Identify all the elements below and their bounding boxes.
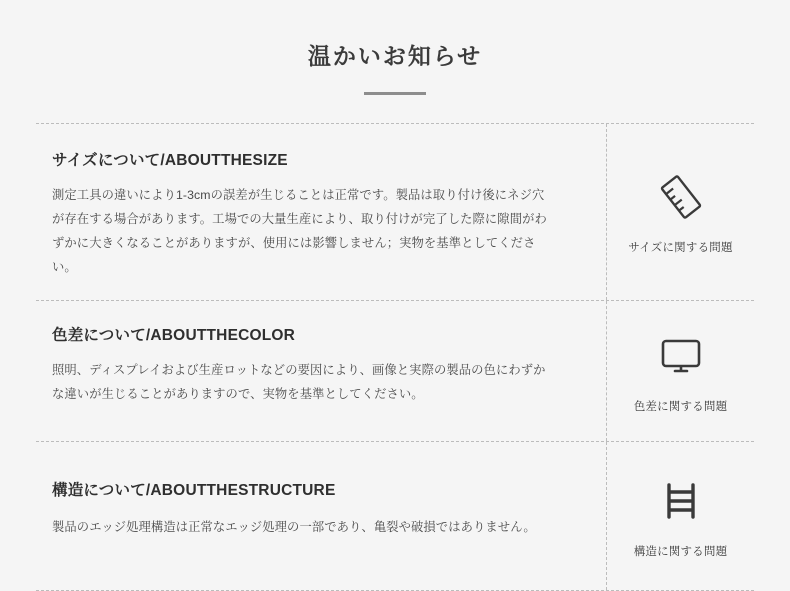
notice-section-size-text — [36, 124, 606, 300]
notice-section-size-aside — [606, 124, 754, 300]
notice-section-structure — [36, 442, 754, 591]
notice-sections — [36, 123, 754, 591]
notice-section-structure-caption: 構造に関する問題 — [633, 545, 728, 558]
page-title: 温かいお知らせ — [307, 43, 483, 69]
notice-section-size-caption: サイズに関する問題 — [628, 241, 733, 254]
notice-section-color-caption: 色差に関する問題 — [633, 400, 728, 413]
notice-section-size — [36, 124, 754, 301]
monitor-icon — [653, 328, 709, 384]
title-underline-divider — [364, 92, 426, 95]
notice-section-size-heading: サイズについて/ABOUTTHESIZE — [52, 151, 288, 169]
notice-section-color-text — [36, 301, 606, 441]
ruler-icon — [653, 169, 709, 225]
notice-section-structure-aside — [606, 442, 754, 590]
notice-section-color-heading: 色差について/ABOUTTHECOLOR — [52, 326, 296, 344]
notice-section-structure-text — [36, 442, 606, 590]
page-header — [0, 0, 790, 95]
notice-section-color — [36, 301, 754, 442]
notice-section-color-aside — [606, 301, 754, 441]
notice-section-size-body: 測定工具の違いにより1-3cmの誤差が生じることは正常です。製品は取り付け後にネジ穴が存在する場合があります。工場での大量生産により、取り付けが完了した際に隙間がわずかに大きくなることがありますが、使用には影響しません；実物を基準としてください。 — [52, 187, 547, 274]
ladder-icon — [653, 473, 709, 529]
notice-section-color-body: 照明、ディスプレイおよび生産ロットなどの要因により、画像と実際の製品の色にわずかな違いが生じることがありますので、実物を基準としてください。 — [52, 362, 546, 401]
notice-section-structure-heading: 構造について/ABOUTTHESTRUCTURE — [52, 481, 336, 499]
notice-section-structure-body: 製品のエッジ処理構造は正常なエッジ処理の一部であり、亀裂や破損ではありません。 — [52, 519, 536, 534]
